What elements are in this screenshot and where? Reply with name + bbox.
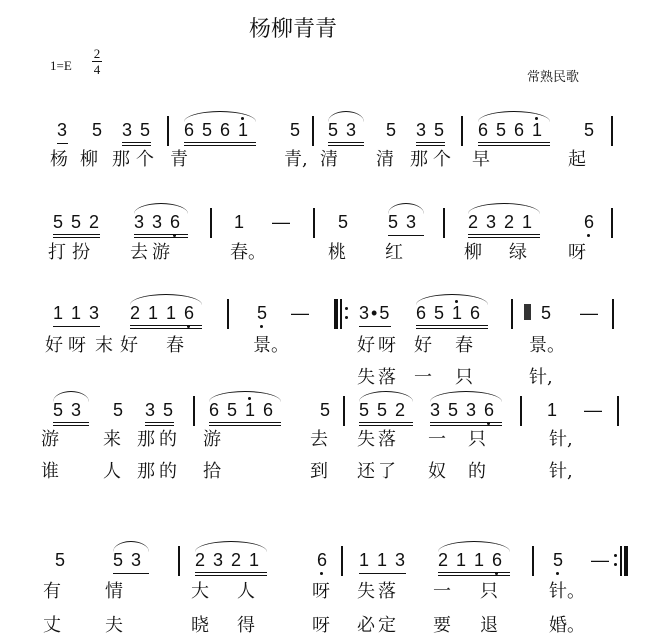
note-group <box>468 212 540 238</box>
note-group <box>320 400 331 420</box>
note-group <box>416 120 445 146</box>
lyric-syllable: 失 <box>357 367 375 388</box>
lyric-syllable: 景。 <box>529 335 565 356</box>
octave-down-dot <box>173 234 176 237</box>
note-digit: 2 <box>395 400 406 420</box>
lyric-syllable: 针。 <box>549 581 585 602</box>
song-source: 常熟民歌 <box>527 70 580 85</box>
note-digit: 1 <box>238 120 256 140</box>
lyric-syllable: 必 <box>357 615 375 633</box>
note-group <box>55 550 66 570</box>
note-digit: 5 <box>320 400 331 420</box>
note-digit: 5 <box>257 303 268 323</box>
note-digit: 1 <box>234 212 245 232</box>
note-group <box>359 400 413 426</box>
note-digit: 3 <box>134 212 145 232</box>
lyric-syllable: 得 <box>237 615 255 633</box>
note-group <box>591 550 609 570</box>
bar-line <box>210 208 212 238</box>
note-digit: 5 <box>53 212 64 232</box>
slur-mark <box>438 541 510 552</box>
lyric-syllable: 春 <box>166 335 184 356</box>
note-group <box>388 212 424 236</box>
lyric-syllable: 扮 <box>72 242 90 263</box>
note-digit: — <box>580 303 598 323</box>
note-group <box>257 303 268 323</box>
thin-bar <box>620 546 622 576</box>
lyric-syllable: 打 <box>48 242 66 263</box>
note-digit: 3 <box>152 212 163 232</box>
lyric-syllable: 去 <box>130 242 148 263</box>
note-digit: — <box>584 400 602 420</box>
lyric-syllable: 呀 <box>312 615 330 633</box>
lyric-syllable: 个 <box>136 149 154 170</box>
time-signature-bottom: 4 <box>93 62 101 77</box>
note-digit: 1 <box>452 303 470 323</box>
lyric-syllable: 个 <box>433 149 451 170</box>
note-digit: 2 <box>468 212 479 232</box>
lyric-syllable: 谁 <box>41 461 59 482</box>
note-digit: 6 <box>220 120 231 140</box>
note-digit: 5 <box>338 212 349 232</box>
note-digit: 1 <box>71 303 82 323</box>
note-group <box>113 550 149 574</box>
note-group <box>113 400 124 420</box>
lyric-syllable: 游 <box>203 429 221 450</box>
octave-down-dot <box>495 572 498 575</box>
lyric-syllable: 夫 <box>105 615 123 633</box>
note-digit: 1 <box>359 550 370 570</box>
bar-line <box>312 116 314 146</box>
lyric-syllable: 还 <box>357 461 375 482</box>
lyric-syllable: 人 <box>237 581 255 602</box>
slur-mark <box>359 391 413 402</box>
note-digit: 5 <box>113 550 124 570</box>
note-digit: 6 <box>478 120 489 140</box>
note-digit: 5 <box>328 120 339 140</box>
octave-down-dot <box>487 422 490 425</box>
note-digit: 1 <box>377 550 388 570</box>
note-digit: 5 <box>227 400 238 420</box>
bar-line <box>612 299 614 329</box>
slur-mark <box>478 111 550 122</box>
note-digit: 5 <box>496 120 507 140</box>
lyric-syllable: 好 <box>357 335 375 356</box>
note-digit: 6 <box>416 303 427 323</box>
note-digit: 5 <box>359 400 370 420</box>
note-digit: 1 <box>166 303 177 323</box>
note-group <box>386 120 397 140</box>
lyric-syllable: 针, <box>549 461 573 482</box>
note-digit: 1 <box>474 550 485 570</box>
lyric-syllable: 青, <box>284 149 308 170</box>
lyric-syllable: 柳 <box>80 149 98 170</box>
lyric-syllable: 游 <box>152 242 170 263</box>
note-digit: 3 <box>346 120 357 140</box>
lyric-syllable: 丈 <box>43 615 61 633</box>
octave-down-dot <box>260 325 263 328</box>
slur-mark <box>130 294 202 305</box>
slur-mark <box>388 203 424 214</box>
bar-line <box>313 208 315 238</box>
repeat-dots <box>345 307 348 321</box>
note-group <box>290 120 301 140</box>
octave-down-dot <box>320 572 323 575</box>
note-digit: 5 <box>140 120 151 140</box>
lyric-syllable: 绿 <box>509 242 527 263</box>
note-group <box>145 400 174 426</box>
note-digit: 3 <box>145 400 156 420</box>
note-digit: 1 <box>249 550 260 570</box>
note-digit: 5 <box>202 120 213 140</box>
note-group <box>553 550 564 570</box>
note-digit: 3 <box>71 400 82 420</box>
note-digit: 1 <box>532 120 550 140</box>
slur-mark <box>184 111 256 122</box>
note-digit: — <box>591 550 609 570</box>
slur-mark <box>195 541 267 552</box>
note-digit: 1 <box>456 550 467 570</box>
time-signature-top: 2 <box>93 46 101 61</box>
bar-line <box>520 396 522 426</box>
lyric-syllable: 那 <box>112 149 130 170</box>
lyric-syllable: 杨 <box>50 149 68 170</box>
lyric-syllable: 人 <box>103 461 121 482</box>
note-digit: 3 <box>122 120 133 140</box>
lyric-syllable: 落 <box>378 429 396 450</box>
slur-mark <box>430 391 502 402</box>
thin-bar <box>340 299 342 329</box>
note-digit: 6 <box>470 303 481 323</box>
note-group <box>416 303 488 329</box>
note-digit: 5 <box>163 400 174 420</box>
note-digit: 6 <box>492 550 510 570</box>
note-group <box>122 120 151 146</box>
note-group <box>234 212 245 232</box>
note-group <box>328 120 364 146</box>
lyric-syllable: 针, <box>529 367 553 388</box>
lyric-syllable: 一 <box>428 429 446 450</box>
lyric-syllable: 退 <box>480 615 498 633</box>
note-digit: 1 <box>53 303 64 323</box>
lyric-syllable: 清 <box>376 149 394 170</box>
note-digit: 6 <box>514 120 525 140</box>
note-digit: 6 <box>184 120 195 140</box>
note-digit: 5 <box>553 550 564 570</box>
bar-line <box>167 116 169 146</box>
note-digit: 1 <box>148 303 159 323</box>
lyric-syllable: 春。 <box>230 242 266 263</box>
lyric-syllable: 的 <box>468 461 486 482</box>
bar-line <box>343 396 345 426</box>
note-group <box>92 120 103 140</box>
lyric-syllable: 那 <box>137 429 155 450</box>
lyric-syllable: 那 <box>137 461 155 482</box>
note-digit: 2 <box>504 212 515 232</box>
note-group <box>53 212 100 238</box>
note-digit: 3 <box>466 400 477 420</box>
bar-line <box>443 208 445 238</box>
note-digit: 6 <box>317 550 328 570</box>
lyric-syllable: 一 <box>414 367 432 388</box>
note-digit: 5 <box>92 120 103 140</box>
lyric-syllable: 好 <box>414 335 432 356</box>
note-group <box>195 550 267 576</box>
lyric-syllable: 针, <box>549 429 573 450</box>
lyric-syllable: 大 <box>191 581 209 602</box>
lyric-syllable: 奴 <box>428 461 446 482</box>
note-group <box>53 400 89 426</box>
note-digit: 3 <box>430 400 441 420</box>
bar-line <box>341 546 343 576</box>
note-digit: 2 <box>195 550 206 570</box>
slur-mark <box>209 391 281 402</box>
thick-bar <box>334 299 338 329</box>
note-digit: 5 <box>448 400 459 420</box>
time-signature <box>92 46 102 77</box>
lyric-syllable: 好 <box>45 335 63 356</box>
bar-line <box>178 546 180 576</box>
note-digit: — <box>272 212 290 232</box>
lyric-syllable: 有 <box>43 581 61 602</box>
note-digit: 6 <box>263 400 274 420</box>
segno-mark <box>524 304 531 320</box>
lyric-syllable: 清 <box>320 149 338 170</box>
note-group <box>541 303 552 323</box>
bar-line <box>532 546 534 576</box>
lyric-syllable: 了 <box>378 461 396 482</box>
note-digit: 5 <box>55 550 66 570</box>
note-group <box>478 120 550 146</box>
note-digit: 3 <box>213 550 224 570</box>
note-group <box>584 212 595 232</box>
lyric-syllable: 去 <box>310 429 328 450</box>
note-group <box>359 550 406 574</box>
lyric-syllable: 呀 <box>312 581 330 602</box>
lyric-syllable: 的 <box>159 461 177 482</box>
lyric-syllable: 落 <box>378 581 396 602</box>
octave-down-dot <box>587 234 590 237</box>
bar-line <box>511 299 513 329</box>
slur-mark <box>113 541 149 552</box>
lyric-syllable: 落 <box>378 367 396 388</box>
lyric-syllable: 的 <box>159 429 177 450</box>
note-digit: 3 <box>131 550 142 570</box>
bar-line <box>617 396 619 426</box>
bar-line <box>611 208 613 238</box>
lyric-syllable: 一 <box>433 581 451 602</box>
slur-mark <box>53 391 89 402</box>
lyric-syllable: 失 <box>357 429 375 450</box>
octave-down-dot <box>187 325 190 328</box>
note-digit: 5 <box>377 400 388 420</box>
lyric-syllable: 桃 <box>328 242 346 263</box>
repeat-dots <box>614 554 617 568</box>
note-digit: 2 <box>130 303 141 323</box>
note-digit: 1 <box>522 212 533 232</box>
note-group <box>134 212 188 238</box>
lyric-syllable: 只 <box>480 581 498 602</box>
note-digit: 5 <box>71 212 82 232</box>
note-digit: 6 <box>209 400 220 420</box>
note-digit: 3 <box>486 212 497 232</box>
lyric-syllable: 早 <box>472 149 490 170</box>
lyric-syllable: 游 <box>41 429 59 450</box>
slur-mark <box>468 203 540 214</box>
note-digit: 3 <box>416 120 427 140</box>
lyric-syllable: 拾 <box>203 461 221 482</box>
lyric-syllable: 晓 <box>191 615 209 633</box>
note-group <box>184 120 256 146</box>
note-digit: 5 <box>386 120 397 140</box>
slur-mark <box>328 111 364 122</box>
lyric-syllable: 好 <box>120 335 138 356</box>
note-group <box>130 303 202 329</box>
note-digit: 1 <box>245 400 263 420</box>
lyric-syllable: 婚。 <box>549 615 585 633</box>
lyric-syllable: 只 <box>468 429 486 450</box>
note-group <box>338 212 349 232</box>
note-group <box>584 120 595 140</box>
lyric-syllable: 景。 <box>253 335 289 356</box>
note-digit: 5 <box>113 400 124 420</box>
bar-line <box>461 116 463 146</box>
note-group <box>317 550 328 570</box>
note-digit: 2 <box>89 212 100 232</box>
note-digit: 5 <box>53 400 64 420</box>
thick-bar <box>624 546 628 576</box>
lyric-syllable: 那 <box>410 149 428 170</box>
bar-line <box>611 116 613 146</box>
lyric-syllable: 只 <box>455 367 473 388</box>
key-signature: 1=E <box>50 58 72 73</box>
note-digit: 5 <box>434 303 445 323</box>
lyric-syllable: 来 <box>103 429 121 450</box>
note-group <box>57 120 68 144</box>
note-digit: 5 <box>434 120 445 140</box>
lyric-syllable: 要 <box>433 615 451 633</box>
note-group <box>430 400 502 426</box>
note-group <box>580 303 598 323</box>
lyric-syllable: 呀 <box>68 335 86 356</box>
note-group <box>547 400 558 420</box>
lyric-syllable: 情 <box>105 581 123 602</box>
note-digit: 3 <box>406 212 417 232</box>
note-digit: 3 <box>57 120 68 140</box>
note-digit: 5 <box>541 303 552 323</box>
note-digit: 6 <box>184 303 202 323</box>
lyric-syllable: 定 <box>378 615 396 633</box>
lyric-syllable: 呀 <box>568 242 586 263</box>
note-digit: 6 <box>484 400 502 420</box>
note-group <box>438 550 510 576</box>
lyric-syllable: 青 <box>170 149 188 170</box>
lyric-syllable: 失 <box>357 581 375 602</box>
bar-line <box>193 396 195 426</box>
bar-line <box>227 299 229 329</box>
note-group <box>53 303 100 327</box>
note-group <box>291 303 309 323</box>
note-digit: — <box>291 303 309 323</box>
slur-mark <box>416 294 488 305</box>
lyric-syllable: 起 <box>568 149 586 170</box>
note-digit: 5 <box>290 120 301 140</box>
note-group <box>272 212 290 232</box>
note-digit: 1 <box>547 400 558 420</box>
lyric-syllable: 末 <box>95 335 113 356</box>
note-digit: 6 <box>170 212 188 232</box>
note-digit: 3 <box>395 550 406 570</box>
lyric-syllable: 到 <box>310 461 328 482</box>
note-digit: 3 <box>89 303 100 323</box>
lyric-syllable: 呀 <box>378 335 396 356</box>
song-title: 杨柳青青 <box>248 17 337 42</box>
note-digit: 2 <box>438 550 449 570</box>
note-group <box>209 400 281 426</box>
lyric-syllable: 柳 <box>464 242 482 263</box>
slur-mark <box>134 203 188 214</box>
note-group <box>584 400 602 420</box>
note-digit: 5 <box>584 120 595 140</box>
note-digit: 6 <box>584 212 595 232</box>
note-digit: 5 <box>388 212 399 232</box>
lyric-syllable: 春 <box>455 335 473 356</box>
note-group: 3•5 <box>359 303 391 327</box>
octave-down-dot <box>556 572 559 575</box>
lyric-syllable: 红 <box>385 242 403 263</box>
note-digit: 2 <box>231 550 242 570</box>
